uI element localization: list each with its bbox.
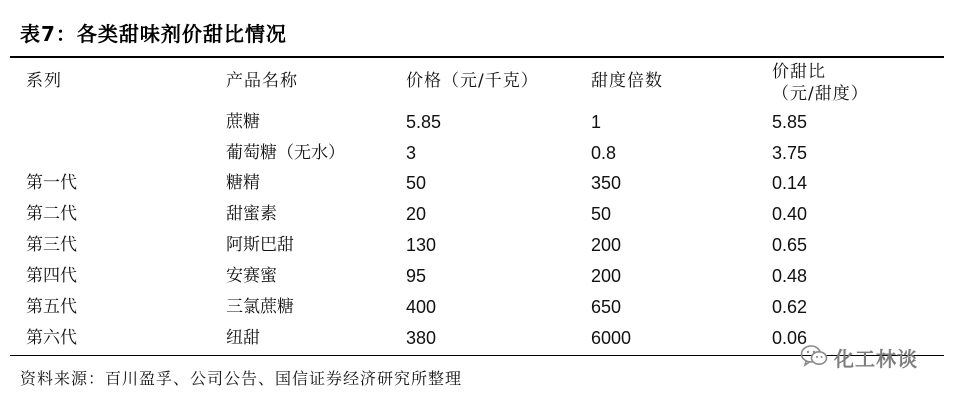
cell-price: 3: [406, 143, 417, 163]
cell-price: 20: [406, 204, 427, 224]
header-ratio-line2: （元/甜度）: [772, 84, 869, 104]
cell-product: 阿斯巴甜: [226, 235, 294, 255]
header-ratio: [772, 61, 869, 105]
cell-series: 第三代: [26, 235, 77, 255]
cell-product: 葡萄糖（无水）: [226, 143, 345, 163]
cell-series: 第二代: [26, 204, 77, 224]
cell-ratio: 0.06: [772, 328, 808, 348]
wechat-icon: [800, 344, 828, 372]
cell-series: 第一代: [26, 173, 77, 193]
cell-product: 安赛蜜: [226, 266, 277, 286]
cell-ratio: 3.75: [772, 143, 808, 163]
cell-price: 380: [406, 328, 437, 348]
cell-ratio: 0.65: [772, 235, 808, 255]
cell-product: 甜蜜素: [226, 204, 277, 224]
cell-price: 130: [406, 235, 437, 255]
cell-sweetness: 1: [591, 112, 602, 132]
header-ratio-line1: 价甜比: [772, 62, 826, 82]
cell-sweetness: 200: [591, 266, 622, 286]
cell-ratio: 0.62: [772, 297, 808, 317]
watermark: [800, 343, 918, 372]
cell-ratio: 0.14: [772, 173, 808, 193]
cell-series: 第六代: [26, 328, 77, 348]
cell-price: 5.85: [406, 112, 442, 132]
top-rule: [10, 56, 944, 58]
cell-sweetness: 650: [591, 297, 622, 317]
header-product: 产品名称: [226, 71, 298, 91]
cell-sweetness: 0.8: [591, 143, 617, 163]
cell-sweetness: 50: [591, 204, 612, 224]
cell-price: 50: [406, 173, 427, 193]
cell-product: 纽甜: [226, 328, 260, 348]
cell-product: 糖精: [226, 173, 260, 193]
cell-product: 三氯蔗糖: [226, 297, 294, 317]
watermark-text: 化工林谈: [834, 347, 918, 371]
header-sweetness: 甜度倍数: [591, 71, 663, 91]
source-note: 资料来源：百川盈孚、公司公告、国信证券经济研究所整理: [20, 369, 463, 388]
cell-series: 第四代: [26, 266, 77, 286]
table-title: 表7：各类甜味剂价甜比情况: [20, 22, 287, 46]
cell-ratio: 0.48: [772, 266, 808, 286]
cell-series: 第五代: [26, 297, 77, 317]
cell-price: 400: [406, 297, 437, 317]
cell-product: 蔗糖: [226, 112, 260, 132]
cell-sweetness: 350: [591, 173, 622, 193]
cell-sweetness: 200: [591, 235, 622, 255]
cell-price: 95: [406, 266, 427, 286]
header-price: 价格（元/千克）: [406, 71, 539, 91]
header-series: 系列: [26, 71, 62, 91]
cell-ratio: 5.85: [772, 112, 808, 132]
cell-ratio: 0.40: [772, 204, 808, 224]
cell-sweetness: 6000: [591, 328, 632, 348]
